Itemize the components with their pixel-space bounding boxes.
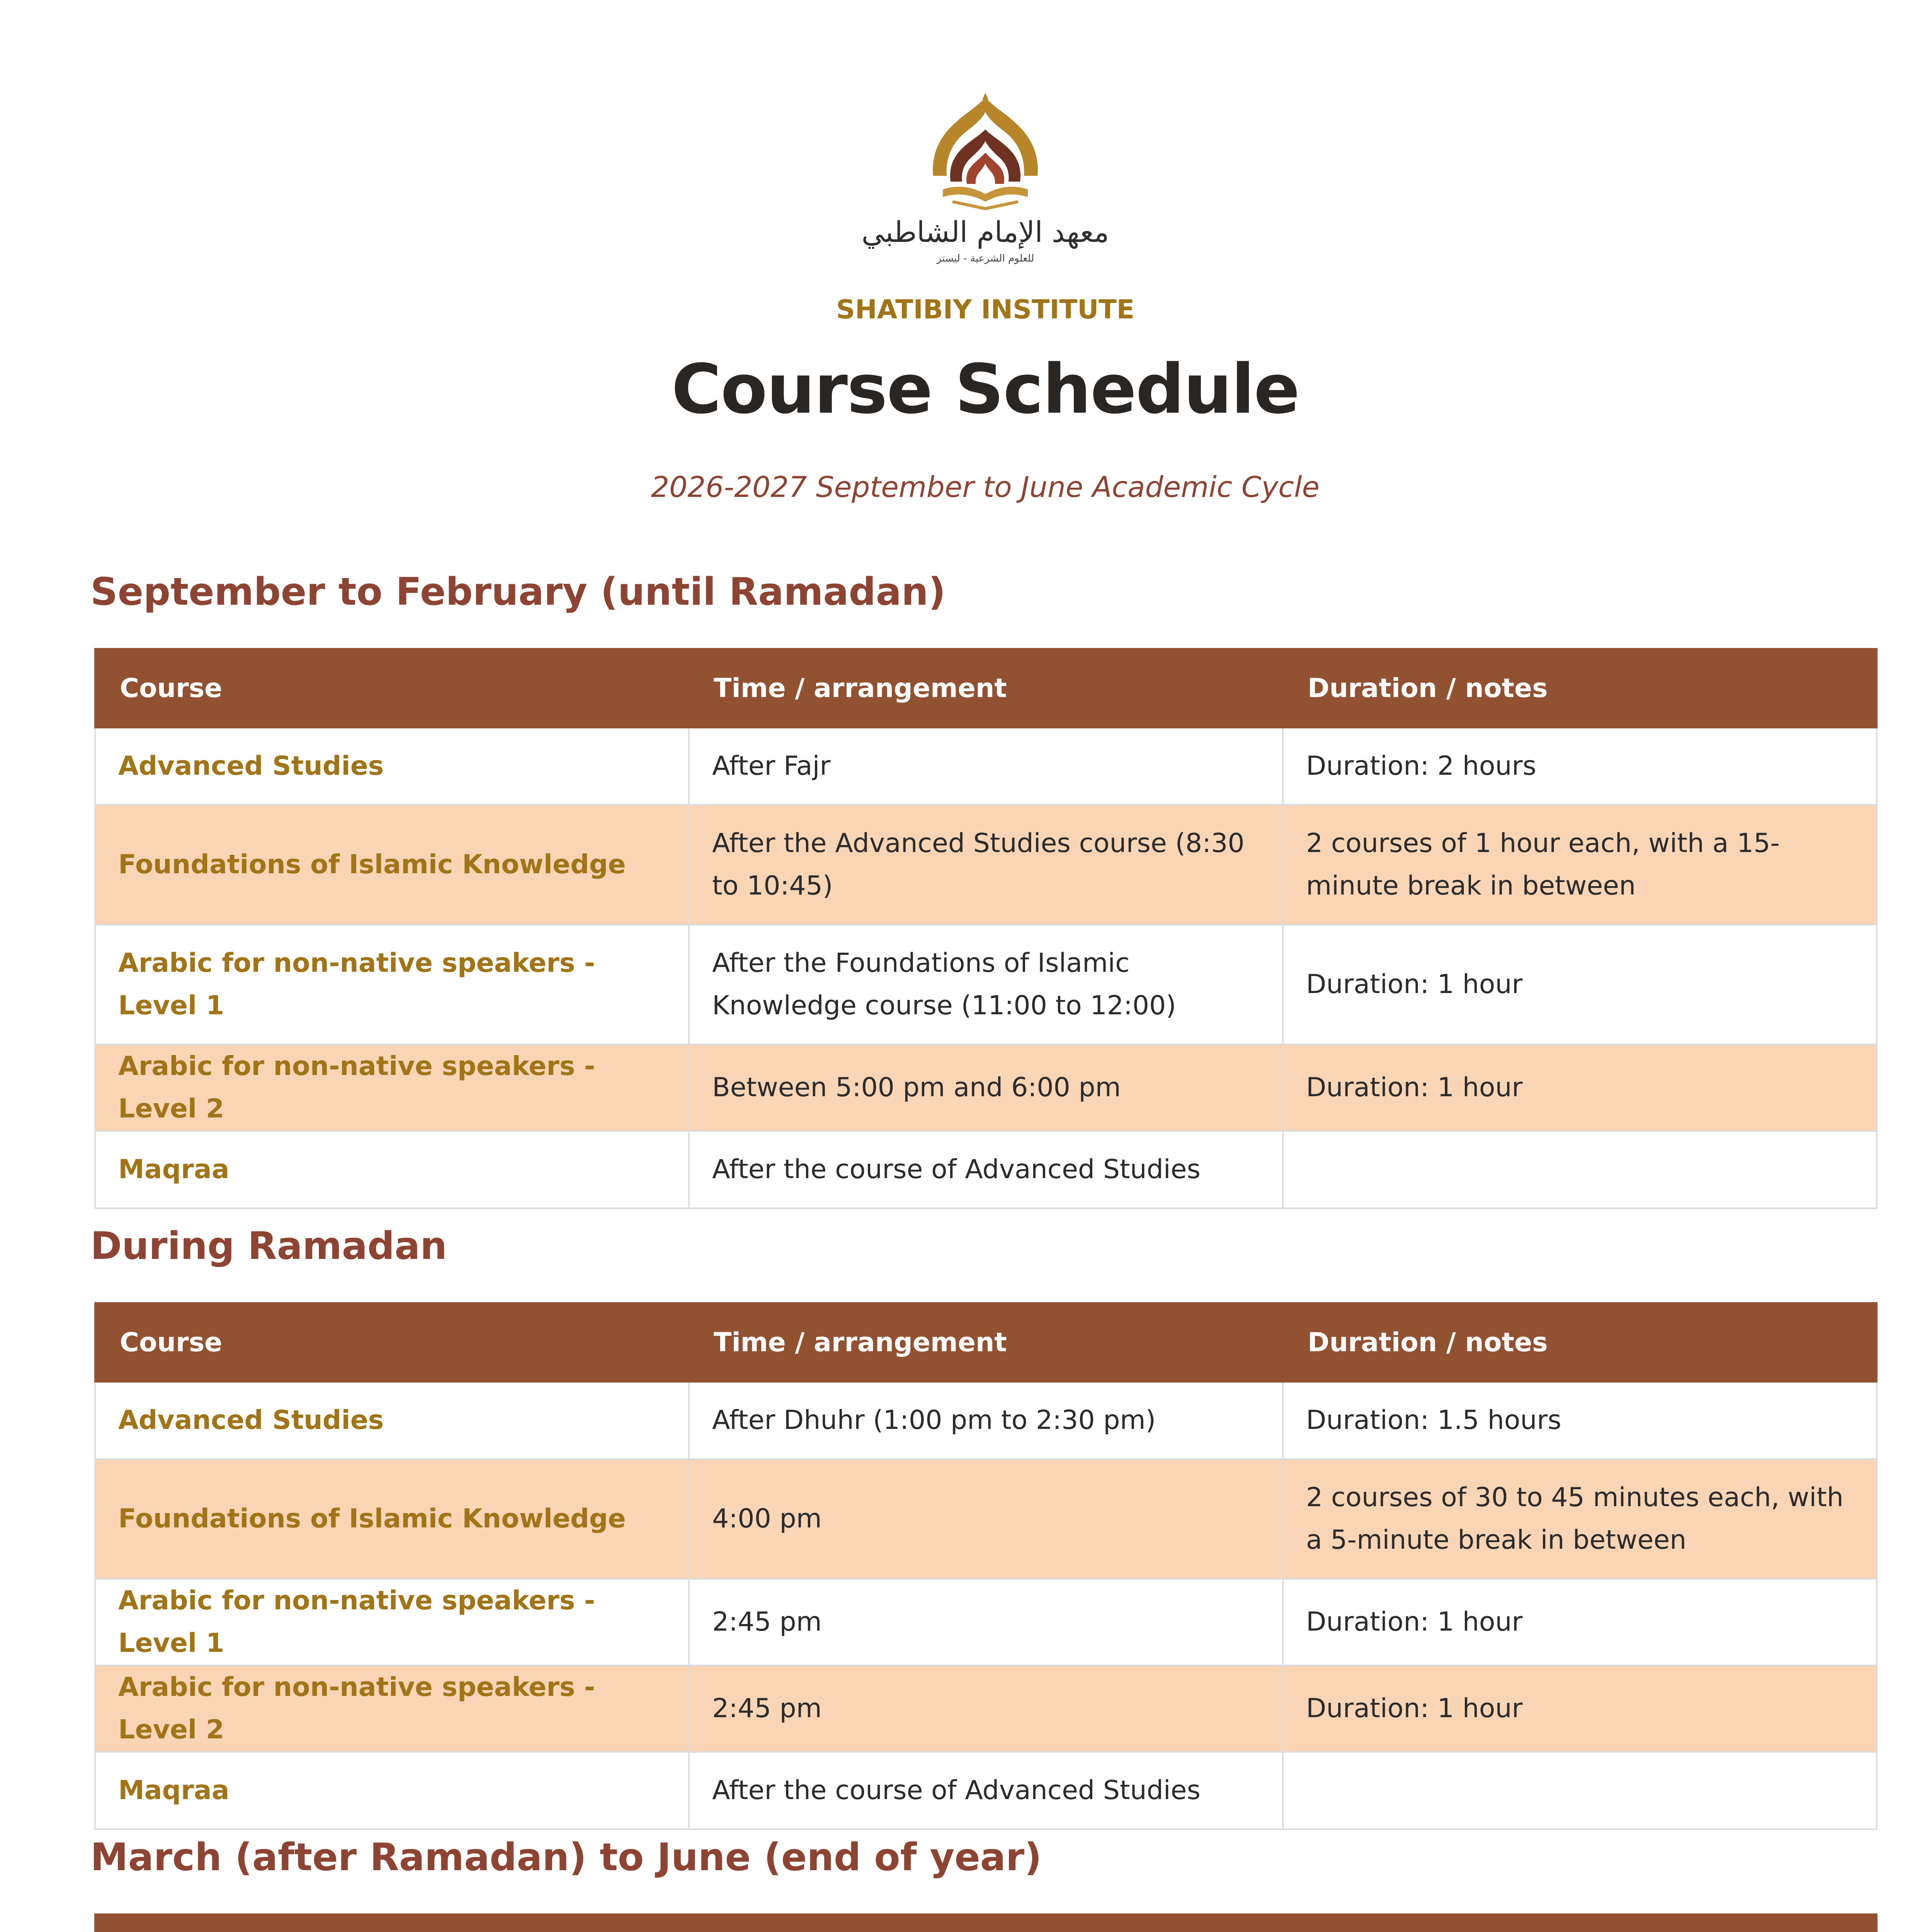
table-row <box>95 1044 1877 1131</box>
course-cell: Maqraa <box>95 1752 689 1829</box>
course-cell: Arabic for non-native speakers - Level 2 <box>95 1044 689 1131</box>
time-cell: After the Foundations of Islamic Knowledge course (11:00 to 12:00) <box>689 925 1283 1044</box>
table-row <box>95 1131 1877 1208</box>
column-header-notes: Duration / notes <box>1283 1303 1877 1382</box>
column-header-time: Time / arrangement <box>689 649 1283 728</box>
table-row <box>95 1752 1877 1829</box>
column-header-course <box>95 1914 689 1932</box>
time-cell: Between 5:00 pm and 6:00 pm <box>689 1044 1283 1131</box>
column-header-time <box>689 1914 1283 1932</box>
page-title: Course Schedule <box>671 350 1299 429</box>
schedule-table-mar-jun <box>94 1913 1878 1932</box>
time-cell: 4:00 pm <box>689 1459 1283 1579</box>
column-header-course: Course <box>95 649 689 728</box>
time-cell: After Dhuhr (1:00 pm to 2:30 pm) <box>689 1382 1283 1459</box>
course-cell: Foundations of Islamic Knowledge <box>95 805 689 925</box>
course-cell: Advanced Studies <box>95 728 689 805</box>
notes-cell: Duration: 1 hour <box>1283 1665 1877 1752</box>
time-cell: 2:45 pm <box>689 1579 1283 1665</box>
time-cell: After the course of Advanced Studies <box>689 1131 1283 1208</box>
course-cell: Arabic for non-native speakers - Level 1 <box>95 1579 689 1665</box>
logo-arabic-subtext: للعلوم الشرعية - ليستر <box>936 253 1034 264</box>
logo-arabic-text: معهد الإمام الشاطبي <box>861 216 1109 249</box>
notes-cell: Duration: 1 hour <box>1283 1044 1877 1131</box>
notes-cell <box>1283 1752 1877 1829</box>
course-cell: Foundations of Islamic Knowledge <box>95 1459 689 1579</box>
column-header-course: Course <box>95 1303 689 1382</box>
course-cell: Advanced Studies <box>95 1382 689 1459</box>
table-row <box>95 1665 1877 1752</box>
schedule-table-sep-feb <box>94 648 1878 1209</box>
time-cell: After the course of Advanced Studies <box>689 1752 1283 1829</box>
table-header-row <box>95 1914 1877 1932</box>
column-header-notes: Duration / notes <box>1283 649 1877 728</box>
section-title-mar-jun: March (after Ramadan) to June (end of year) <box>90 1835 1042 1879</box>
notes-cell: Duration: 1 hour <box>1283 925 1877 1044</box>
institute-name: SHATIBIY INSTITUTE <box>836 294 1135 325</box>
time-cell: 2:45 pm <box>689 1665 1283 1752</box>
notes-cell: 2 courses of 30 to 45 minutes each, with a 5-minute break in between <box>1283 1459 1877 1579</box>
table-row <box>95 925 1877 1044</box>
section-title-ramadan: During Ramadan <box>90 1224 447 1268</box>
column-header-notes <box>1283 1914 1877 1932</box>
column-header-time: Time / arrangement <box>689 1303 1283 1382</box>
table-header-row <box>95 649 1877 728</box>
table-row <box>95 728 1877 805</box>
institute-logo <box>860 93 1111 274</box>
schedule-table-ramadan <box>94 1302 1878 1830</box>
notes-cell: 2 courses of 1 hour each, with a 15-minute break in between <box>1283 805 1877 925</box>
course-cell: Arabic for non-native speakers - Level 2 <box>95 1665 689 1752</box>
table-row <box>95 1459 1877 1579</box>
table-header-row <box>95 1303 1877 1382</box>
notes-cell: Duration: 1 hour <box>1283 1579 1877 1665</box>
time-cell: After the Advanced Studies course (8:30 to 10:45) <box>689 805 1283 925</box>
table-row <box>95 1579 1877 1665</box>
course-cell: Arabic for non-native speakers - Level 1 <box>95 925 689 1044</box>
table-row <box>95 805 1877 925</box>
table-row <box>95 1382 1877 1459</box>
time-cell: After Fajr <box>689 728 1283 805</box>
notes-cell <box>1283 1131 1877 1208</box>
course-cell: Maqraa <box>95 1131 689 1208</box>
notes-cell: Duration: 1.5 hours <box>1283 1382 1877 1459</box>
page-subtitle: 2026-2027 September to June Academic Cycle <box>651 471 1320 504</box>
section-title-sep-feb: September to February (until Ramadan) <box>90 570 946 614</box>
notes-cell: Duration: 2 hours <box>1283 728 1877 805</box>
